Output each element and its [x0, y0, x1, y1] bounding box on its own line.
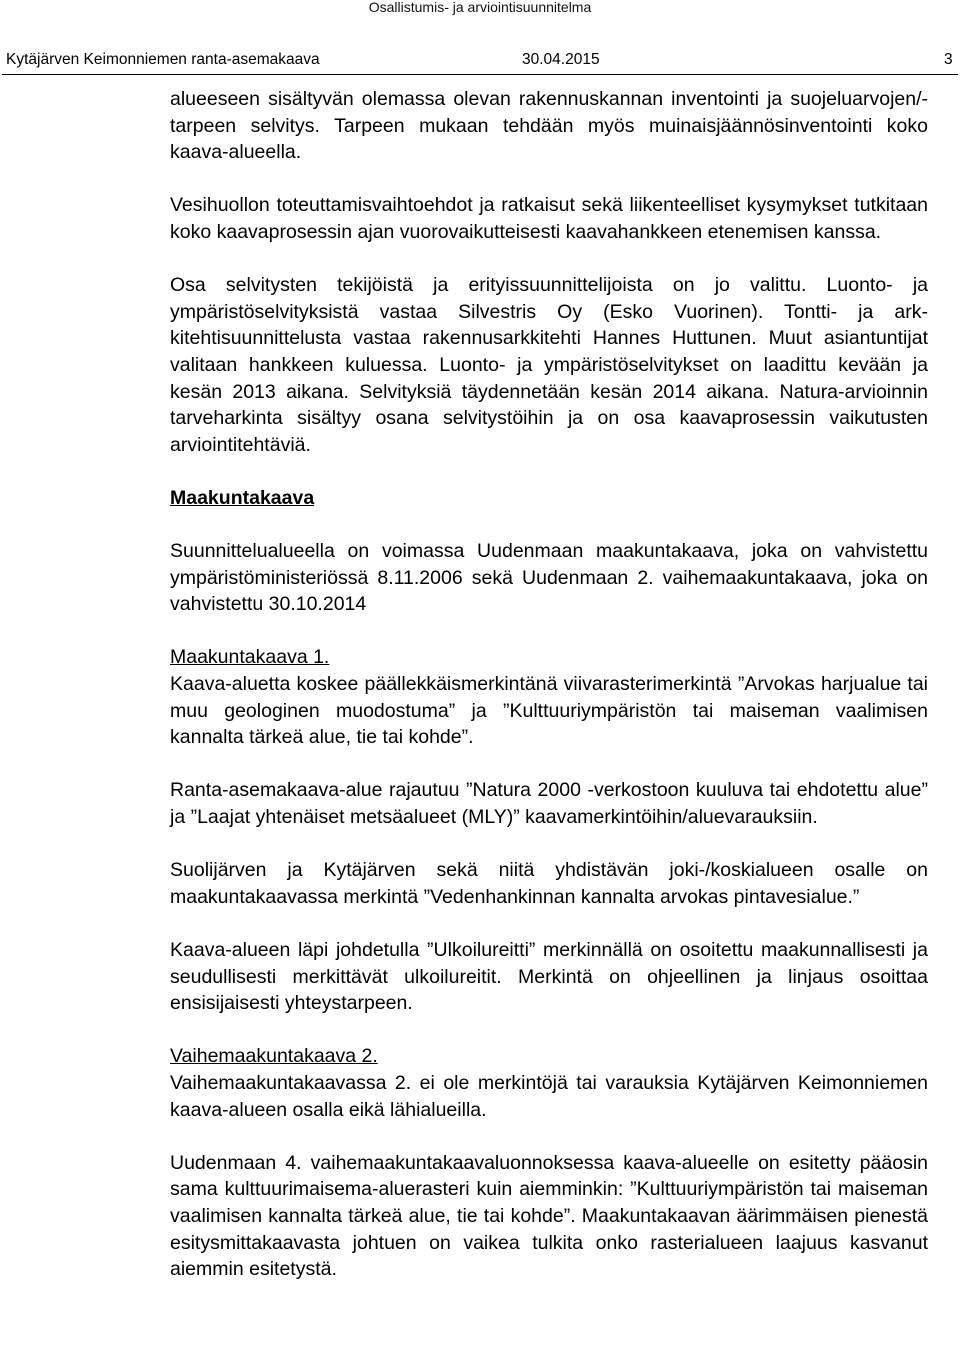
paragraph-surveys: Osa selvitysten tekijöistä ja erityissuunnittelijoista on jo valittu. Luonto- ja ympäristöselvityksistä vastaa Silvestris Oy (Esko Vuorinen). Tontti- ja arkkitehtisuunnittelusta vastaa rakennusarkkitehti Hannes Huttunen. Muut asiantuntijat valitaan hankkeen kuluessa. Luonto- ja ympäristöselvitykset on laadittu kevään ja kesän 2013 aikana. Selvityksiä täydennetään kesän 2014 aikana. Natura-arvioinnin tarveharkinta sisältyy osana selvitystöihin ja on osa kaavaprosessin vaikutusten arviointitehtäviä. — [170, 274, 928, 456]
document-date: 30.04.2015 — [522, 51, 600, 68]
page-number: 3 — [944, 51, 953, 68]
document-body — [170, 86, 928, 1283]
paragraph-inventory: alueeseen sisältyvän olemassa olevan rakennuskannan inventointi ja suojeluarvojen/-tarpeen selvitys. Tarpeen mukaan tehdään myös muinaisjäännösinventointi koko kaava-alueella. — [170, 88, 928, 164]
subheading-vaihemaakuntakaava-2: Vaihemaakuntakaava 2. — [170, 1045, 378, 1068]
paragraph-phase-plan-4: Uudenmaan 4. vaihemaakuntakaavaluonnoksessa kaava-alueelle on esitetty pääosin sama kulttuurimaisema-aluerasteri kuin aiemminkin: ”Kulttuuriympäristön tai maiseman vaalimisen kannalta tärkeä alue, tie tai kohde”. Maakuntakaavan äärimmäisen pienestä esitysmittakaavasta johtuen on vaikea tulkita onko rasterialueen laajuus kasvanut aiemmin esitetystä. — [170, 1151, 928, 1281]
paragraph-regional-plan: Suunnittelualueella on voimassa Uudenmaan maakuntakaava, joka on vahvistettu ympäristöministeriössä 8.11.2006 sekä Uudenmaan 2. vaihemaakuntakaava, joka on vahvistettu 30.10.2014 — [170, 540, 928, 616]
paragraph-phase-plan-2: Vaihemaakuntakaavassa 2. ei ole merkintöjä tai varauksia Kytäjärven Keimonniemen kaava-alueen osalla eikä lähialueilla. — [170, 1071, 928, 1121]
paragraph-water-supply: Vesihuollon toteuttamisvaihtoehdot ja ratkaisut sekä liikenteelliset kysymykset tutkitaan koko kaavaprosessin ajan vuorovaikutteisesti kaavahankkeen etenemisen kanssa. — [170, 194, 928, 243]
subheading-maakuntakaava-1: Maakuntakaava 1. — [170, 646, 330, 669]
header-divider — [2, 74, 958, 75]
paragraph-outdoor-route: Kaava-alueen läpi johdetulla ”Ulkoilureitti” merkinnällä on osoitettu maakunnallisesti ja seudullisesti merkittävät ulkoilureitit. Merkintä on ohjeellinen ja linjaus osoittaa ensisijaisesti yhteystarpeen. — [170, 939, 928, 1015]
paragraph-overlay-marking: Kaava-aluetta koskee päällekkäismerkintänä viivarasterimerkintä ”Arvokas harjualue tai muu geologinen muodostuma” ja ”Kulttuuriympäristön tai maiseman vaalimisen kannalta tärkeä alue, tie tai kohde”. — [170, 673, 928, 749]
section-heading-maakuntakaava: Maakuntakaava — [170, 486, 315, 509]
paragraph-water-area: Suolijärven ja Kytäjärven sekä niitä yhdistävän joki-/koskialueen osalle on maakuntakaavassa merkintä ”Vedenhankinnan kannalta arvokas pintavesialue.” — [170, 859, 928, 908]
paragraph-natura-border: Ranta-asemakaava-alue rajautuu ”Natura 2000 -verkostoon kuuluva tai ehdotettu alue” ja ”Laajat yhtenäiset metsäalueet (MLY)” kaavamerkintöihin/aluevarauksiin. — [170, 779, 928, 829]
document-title: Kytäjärven Keimonniemen ranta-asemakaava — [6, 51, 320, 68]
running-header-title: Osallistumis- ja arviointisuunnitelma — [368, 0, 592, 15]
